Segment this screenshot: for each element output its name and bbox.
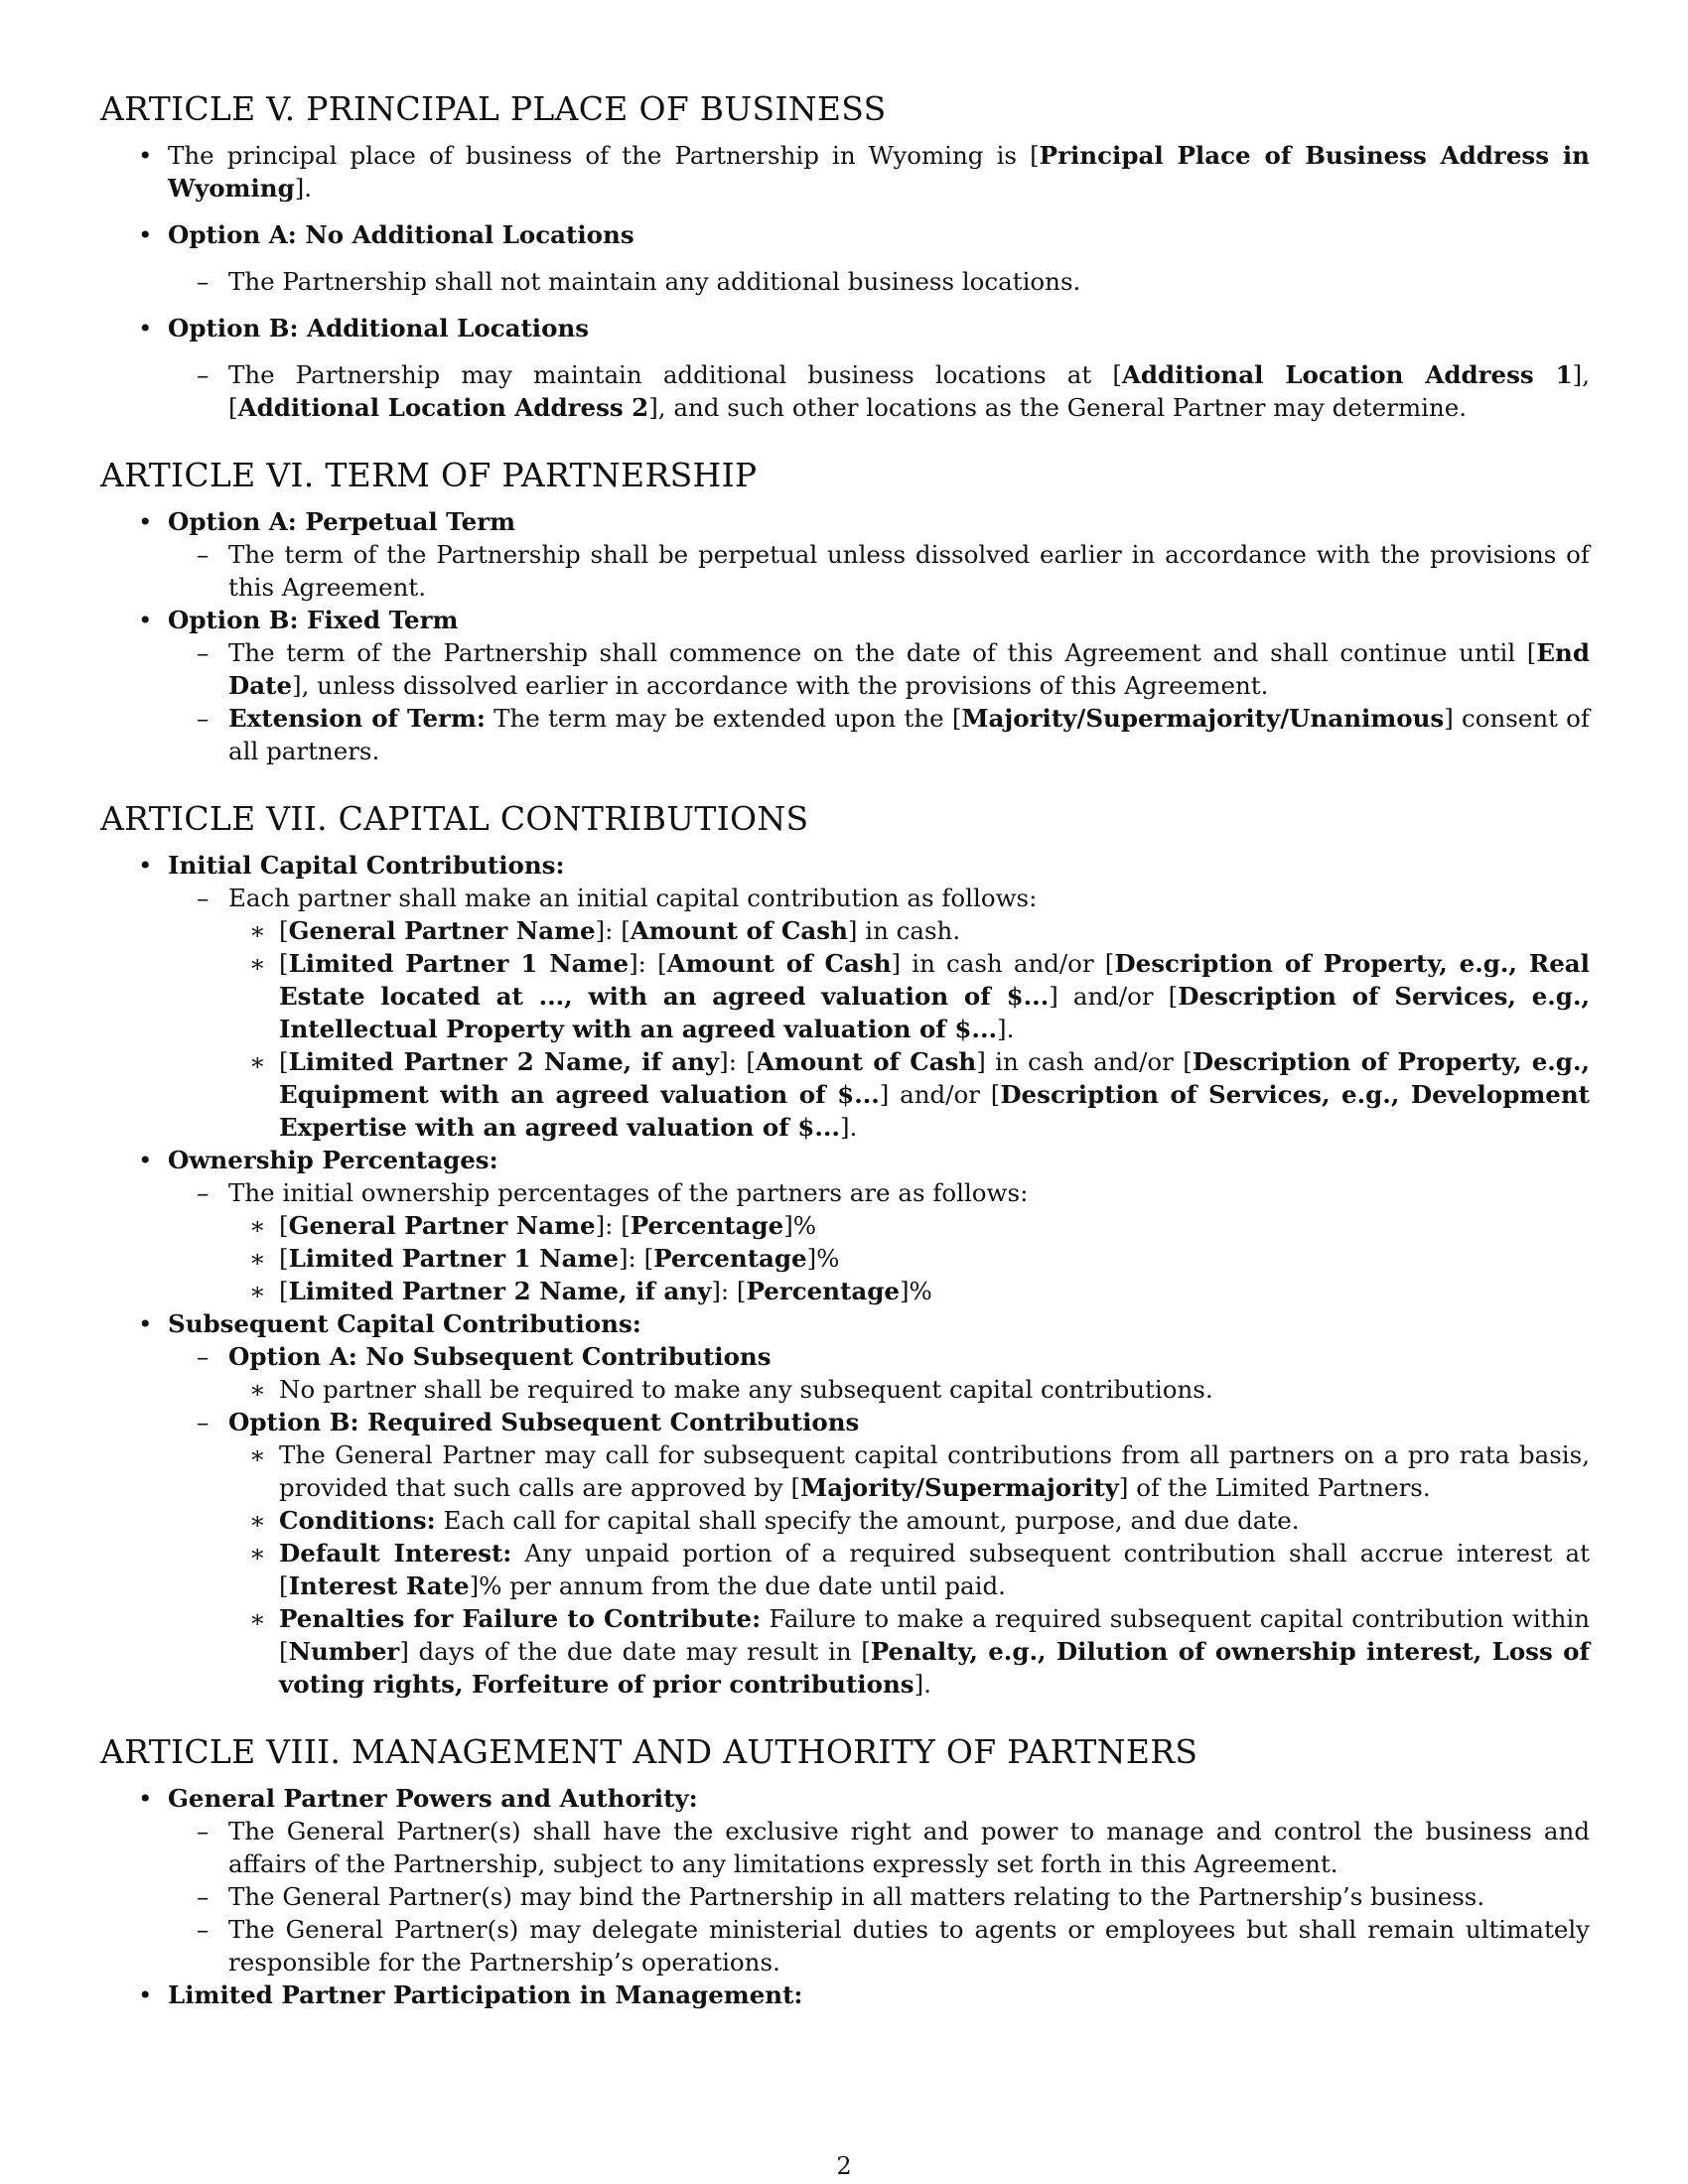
list-item: ∗ No partner shall be required to make any subsequent capital contributions. — [249, 1375, 1213, 1404]
article-6-list — [100, 505, 1590, 767]
list-item: ∗ Penalties for Failure to Contribute: Failure to make a required subsequent capital contribution within [Number] days of the due date may result in [Penalty, e.g., Dilution of ownership interest, Loss of voting rights, Forfeiture of prior contributions]. — [249, 1604, 1590, 1699]
list-item: • Subsequent Capital Contributions: — [138, 1309, 641, 1338]
star-marker: ∗ — [249, 1211, 266, 1240]
list-item: ∗ [Limited Partner 2 Name, if any]: [Amount of Cash] in cash and/or [Description of Property, e.g., Equipment with an agreed valuation of $...] and/or [Description of Services, e.g., Development Expertise with an agreed valuation of $...]. — [249, 1047, 1591, 1142]
list-item: – The General Partner(s) may bind the Partnership in all matters relating to the Partnership’s business. — [197, 1882, 1485, 1911]
list-item: • General Partner Powers and Authority: — [138, 1784, 698, 1813]
article-8-heading: ARTICLE VIII. MANAGEMENT AND AUTHORITY OF PARTNERS — [100, 1732, 1198, 1771]
list-item: • Ownership Percentages: — [138, 1146, 498, 1174]
bullet-marker: • — [138, 1309, 153, 1338]
star-marker: ∗ — [249, 1604, 266, 1633]
list-item: – The term of the Partnership shall be perpetual unless dissolved earlier in accordance with the provisions of this Agreement. — [197, 540, 1590, 602]
star-marker: ∗ — [249, 916, 266, 945]
dash-marker: – — [197, 1178, 210, 1207]
dash-marker: – — [197, 267, 210, 296]
star-marker: ∗ — [249, 1506, 266, 1535]
document-page — [100, 87, 1590, 2011]
star-marker: ∗ — [249, 1440, 266, 1469]
list-item: – The initial ownership percentages of the partners are as follows: — [197, 1178, 1029, 1207]
list-item: – Option B: Required Subsequent Contributions — [197, 1408, 860, 1436]
dash-marker: – — [197, 540, 210, 569]
star-marker: ∗ — [249, 1047, 266, 1076]
list-item: ∗ [Limited Partner 1 Name]: [Percentage]% — [249, 1244, 840, 1273]
bullet-marker: • — [138, 1784, 153, 1813]
list-item: – Each partner shall make an initial capital contribution as follows: — [197, 884, 1038, 912]
list-item: ∗ Default Interest: Any unpaid portion of a required subsequent contribution shall accrue interest at [Interest Rate]% per annum from the due date until paid. — [249, 1539, 1590, 1600]
list-item: ∗ Conditions: Each call for capital shall specify the amount, purpose, and due date. — [249, 1506, 1300, 1535]
article-5-list — [100, 139, 1590, 424]
dash-marker: – — [197, 1342, 210, 1371]
star-marker: ∗ — [249, 1375, 266, 1404]
list-item: ∗ The General Partner may call for subsequent capital contributions from all partners on a pro rata basis, provided that such calls are approved by [Majority/Supermajority] of the Limited Partners. — [249, 1440, 1590, 1502]
list-item: ∗ [Limited Partner 2 Name, if any]: [Percentage]% — [249, 1277, 932, 1305]
list-item: – Option A: No Subsequent Contributions — [197, 1342, 772, 1371]
page-number: 2 — [836, 2152, 852, 2180]
list-item: ∗ [General Partner Name]: [Percentage]% — [249, 1211, 817, 1240]
dash-marker: – — [197, 884, 210, 912]
article-6-heading: ARTICLE VI. TERM OF PARTNERSHIP — [100, 456, 758, 494]
list-item: • Limited Partner Participation in Management: — [138, 1980, 803, 2009]
bullet-marker: • — [138, 141, 153, 170]
article-7-list — [100, 849, 1590, 1701]
list-item: • Option B: Fixed Term — [138, 606, 459, 634]
dash-marker: – — [197, 360, 210, 389]
list-item: • Option B: Additional Locations — [138, 314, 590, 342]
bullet-marker: • — [138, 314, 153, 342]
list-item: ∗ [General Partner Name]: [Amount of Cash] in cash. — [249, 916, 961, 945]
article-8-list — [100, 1782, 1590, 2011]
bullet-marker: • — [138, 606, 153, 634]
star-marker: ∗ — [249, 1539, 266, 1568]
article-7-heading: ARTICLE VII. CAPITAL CONTRIBUTIONS — [100, 799, 809, 838]
list-item: – Extension of Term: The term may be extended upon the [Majority/Supermajority/Unanimous] consent of all partners. — [197, 704, 1590, 765]
star-marker: ∗ — [249, 1277, 266, 1305]
dash-marker: – — [197, 1915, 210, 1944]
bullet-marker: • — [138, 220, 153, 249]
bullet-marker: • — [138, 1146, 153, 1174]
list-item: – The General Partner(s) may delegate ministerial duties to agents or employees but shall remain ultimately responsible for the Partnership’s operations. — [197, 1915, 1590, 1977]
list-item: – The Partnership may maintain additional business locations at [Additional Location Address 1], [Additional Location Address 2], and such other locations as the General Partner may determine. — [197, 360, 1590, 422]
bullet-marker: • — [138, 507, 153, 536]
bullet-marker: • — [138, 851, 153, 880]
star-marker: ∗ — [249, 949, 266, 978]
list-item: • Initial Capital Contributions: — [138, 851, 565, 880]
dash-marker: – — [197, 1408, 210, 1436]
bullet-marker: • — [138, 1980, 153, 2009]
dash-marker: – — [197, 638, 210, 667]
list-item: ∗ [Limited Partner 1 Name]: [Amount of Cash] in cash and/or [Description of Property, e.g., Real Estate located at ..., with an agreed valuation of $...] and/or [Description of Services, e.g., Intellectual Property with an agreed valuation of $...]. — [249, 949, 1590, 1043]
dash-marker: – — [197, 1882, 210, 1911]
list-item: – The General Partner(s) shall have the exclusive right and power to manage and control the business and affairs of the Partnership, subject to any limitations expressly set forth in this Agreement. — [197, 1817, 1590, 1878]
list-item: • Option A: No Additional Locations — [138, 220, 634, 249]
list-item: • Option A: Perpetual Term — [138, 507, 516, 536]
star-marker: ∗ — [249, 1244, 266, 1273]
dash-marker: – — [197, 704, 210, 733]
list-item: • The principal place of business of the Partnership in Wyoming is [Principal Place of Business Address in Wyoming]. — [138, 141, 1590, 203]
list-item: – The Partnership shall not maintain any additional business locations. — [197, 267, 1081, 296]
article-5-heading: ARTICLE V. PRINCIPAL PLACE OF BUSINESS — [100, 89, 887, 128]
list-item: – The term of the Partnership shall commence on the date of this Agreement and shall continue until [End Date], unless dissolved earlier in accordance with the provisions of this Agreement. — [197, 638, 1590, 700]
dash-marker: – — [197, 1817, 210, 1845]
